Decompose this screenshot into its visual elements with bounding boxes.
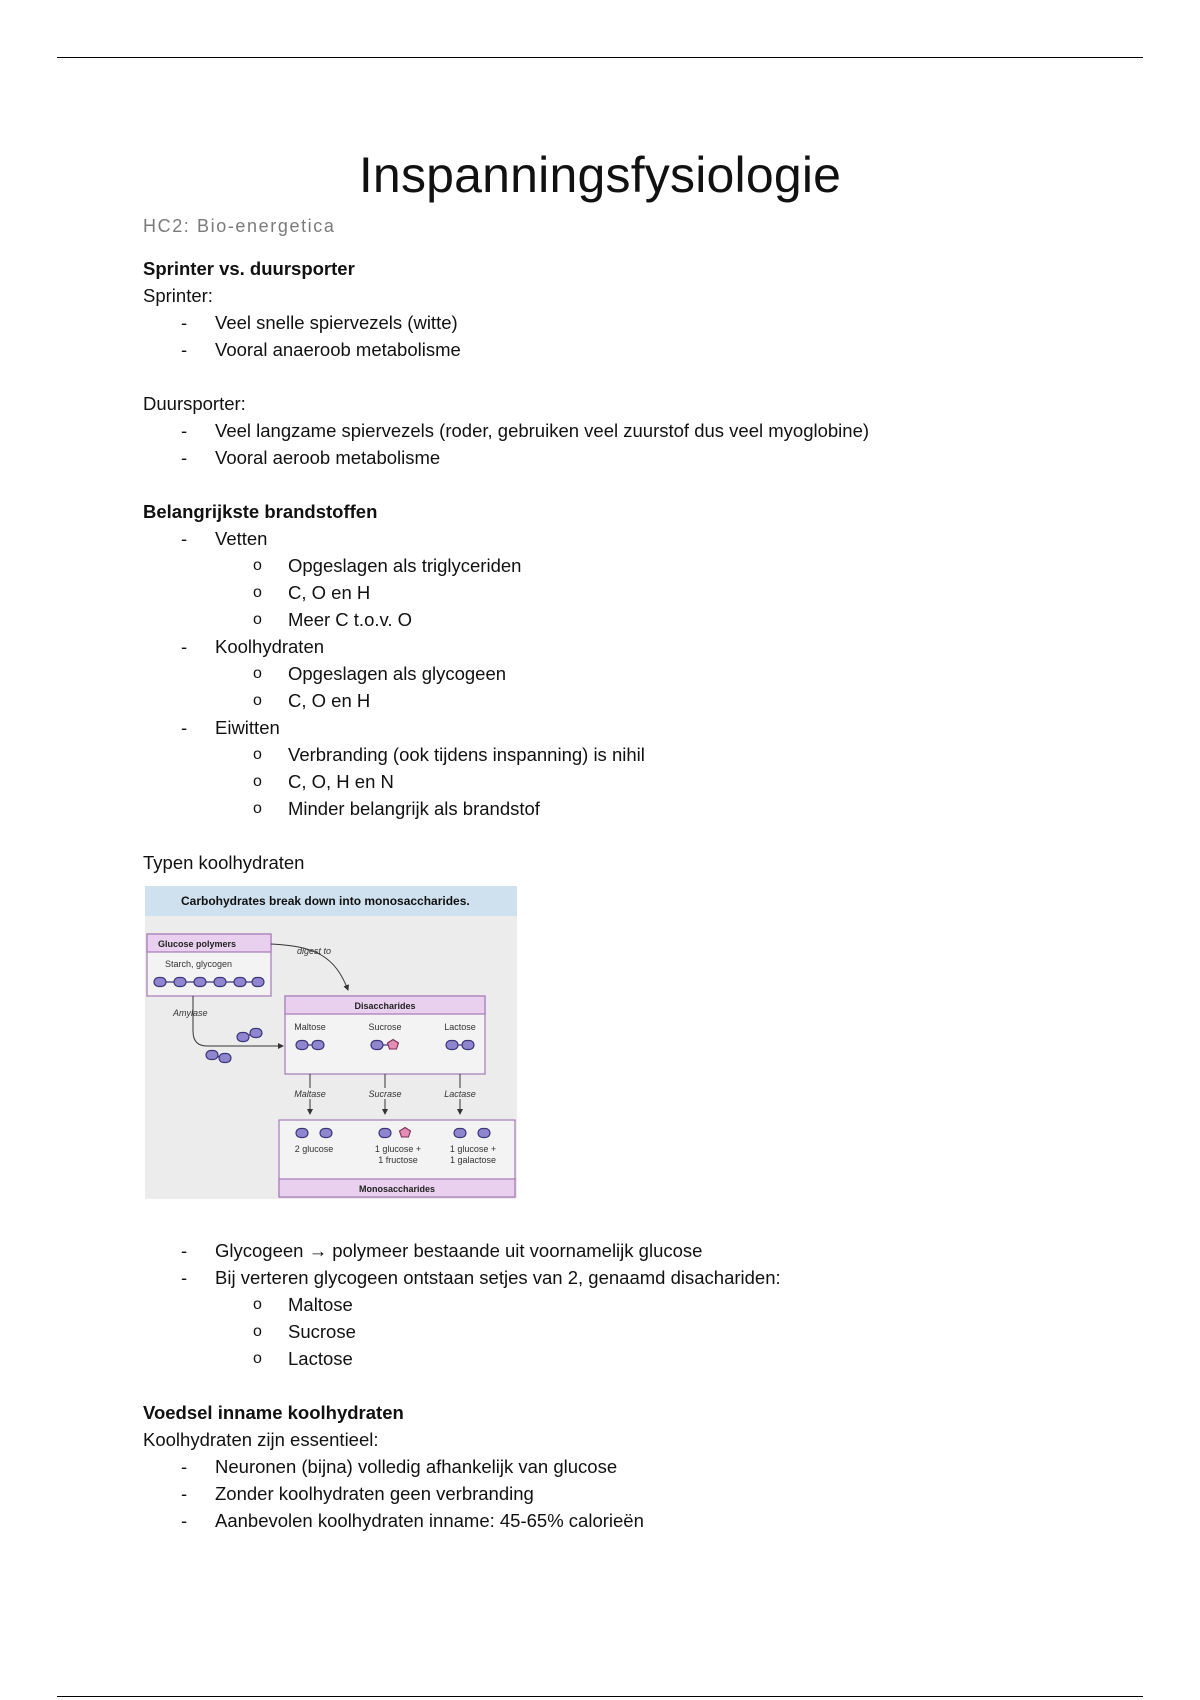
amylase-label: Amylase — [173, 1008, 208, 1018]
list-item-vetten: - Vetten — [143, 525, 1143, 552]
sub-list-item: o Opgeslagen als triglyceriden — [143, 552, 1143, 579]
polymers-sub: Starch, glycogen — [165, 959, 233, 969]
diagram-header: Carbohydrates break down into monosaccharides. — [181, 894, 470, 908]
list-item: - Zonder koolhydraten geen verbranding — [143, 1480, 1143, 1507]
page-title: Inspanningsfysiologie — [358, 147, 842, 203]
monosaccharides-title: Monosaccharides — [358, 1184, 436, 1194]
bottom-rule — [57, 1696, 1143, 1697]
list-item: - Vooral aeroob metabolisme — [143, 444, 1143, 471]
glu-gal-label-1: 1 glucose + — [449, 1144, 497, 1154]
list-item-koolhydraten: - Koolhydraten — [143, 633, 1143, 660]
sub-list-item: o Meer C t.o.v. O — [143, 606, 1143, 633]
list-item: - Bij verteren glycogeen ontstaan setjes van 2, genaamd disachariden: — [143, 1264, 1143, 1291]
sub-list-item: o Minder belangrijk als brandstof — [143, 795, 1143, 822]
sub-list-item: o C, O, H en N — [143, 768, 1143, 795]
sub-list-item: o Opgeslagen als glycogeen — [143, 660, 1143, 687]
sub-list-item: o C, O en H — [143, 687, 1143, 714]
lactase-label: Lactase — [444, 1089, 476, 1099]
list-item-eiwitten: - Eiwitten — [143, 714, 1143, 741]
diagram-svg — [145, 886, 517, 1199]
sucrase-label: Sucrase — [368, 1089, 402, 1099]
carbohydrate-diagram — [145, 886, 517, 1199]
page-subtitle: HC2: Bio-energetica — [143, 216, 336, 236]
heading-brandstoffen: Belangrijkste brandstoffen — [143, 501, 378, 522]
list-item: - Veel snelle spiervezels (witte) — [143, 309, 1143, 336]
sub-list-item: o Maltose — [143, 1291, 1143, 1318]
lactose-label: Lactose — [444, 1022, 476, 1032]
glu-gal-label-2: 1 galactose — [449, 1155, 497, 1165]
polymers-title: Glucose polymers — [158, 939, 237, 949]
sub-list-item: o C, O en H — [143, 579, 1143, 606]
list-item: - Veel langzame spiervezels (roder, gebruiken veel zuurstof dus veel myoglobine) — [143, 417, 1143, 444]
document-body — [143, 255, 1143, 1534]
top-rule — [57, 57, 1143, 58]
disaccharides-title: Disaccharides — [354, 1001, 416, 1011]
list-item: - Vooral anaeroob metabolisme — [143, 336, 1143, 363]
sub-list-item: o Sucrose — [143, 1318, 1143, 1345]
maltose-label: Maltose — [294, 1022, 326, 1032]
list-item: - Neuronen (bijna) volledig afhankelijk van glucose — [143, 1453, 1143, 1480]
label-sprinter: Sprinter: — [143, 285, 213, 306]
heading-voedsel-inname: Voedsel inname koolhydraten — [143, 1402, 404, 1423]
maltase-label: Maltase — [294, 1089, 326, 1099]
glu-fru-label-2: 1 fructose — [378, 1155, 418, 1165]
sub-list-item: o Lactose — [143, 1345, 1143, 1372]
digest-label: digest to — [297, 946, 332, 956]
sub-list-item: o Verbranding (ook tijdens inspanning) is nihil — [143, 741, 1143, 768]
glu-fru-label-1: 1 glucose + — [374, 1144, 422, 1154]
label-duursporter: Duursporter: — [143, 393, 246, 414]
sucrose-label: Sucrose — [368, 1022, 402, 1032]
list-item: - Glycogeen → polymeer bestaande uit voornamelijk glucose — [143, 1237, 1143, 1264]
label-essentieel: Koolhydraten zijn essentieel: — [143, 1429, 379, 1450]
label-typen-koolhydraten: Typen koolhydraten — [143, 852, 305, 873]
glucose2-label: 2 glucose — [294, 1144, 334, 1154]
list-item: - Aanbevolen koolhydraten inname: 45-65% calorieën — [143, 1507, 1143, 1534]
heading-sprinter-vs: Sprinter vs. duursporter — [143, 258, 355, 279]
